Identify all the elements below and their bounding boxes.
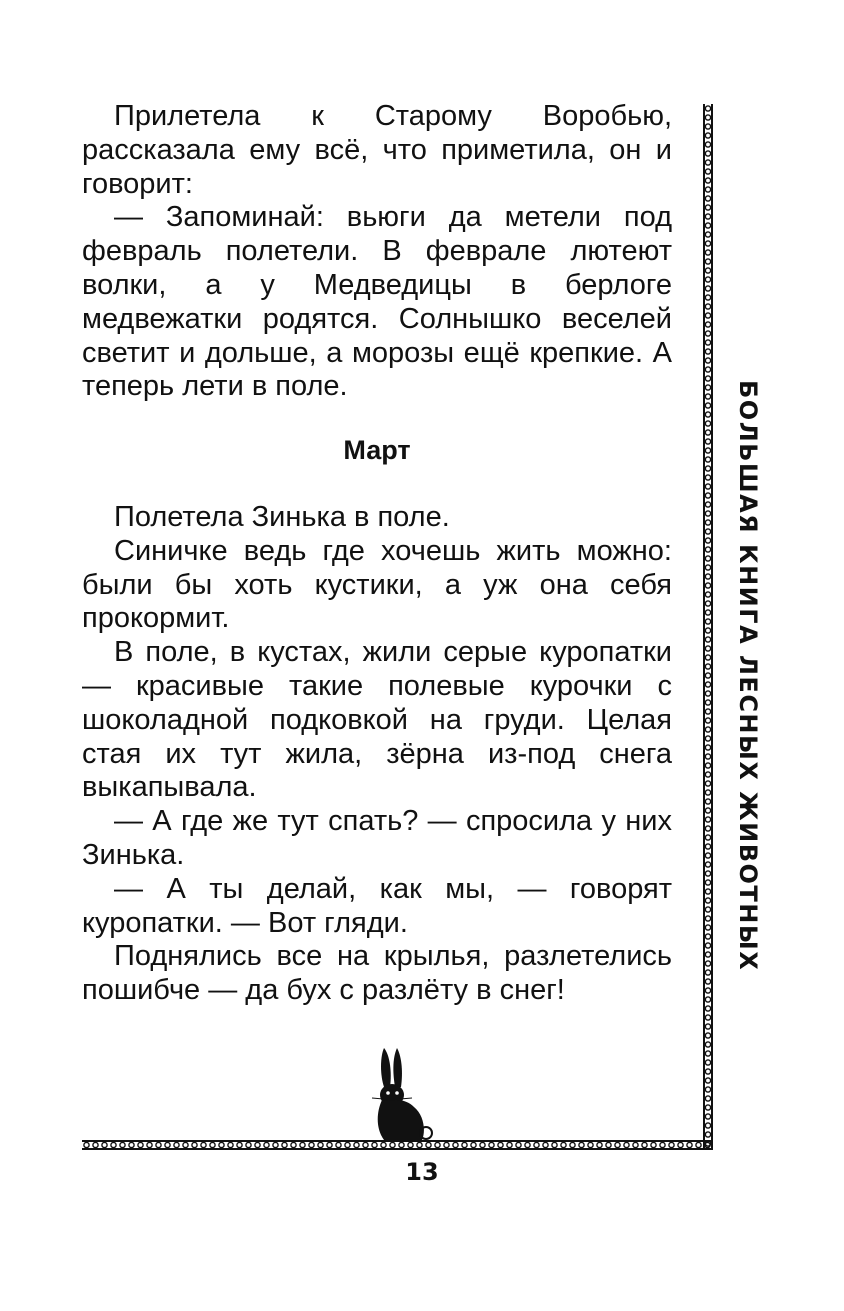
book-title-vertical: БОЛЬШАЯ КНИГА ЛЕСНЫХ ЖИВОТНЫХ: [734, 380, 762, 972]
paragraph: Прилетела к Старому Воробью, рассказала ему всё, что приметила, он и говорит:: [82, 100, 672, 200]
page-number: 13: [405, 1158, 439, 1186]
paragraph: — Запоминай: вьюги да метели под февраль полетели. В феврале лютеют волки, а у Медведицы в берлоге медвежатки родятся. Солнышко веселей светит и дольше, а морозы ещё крепкие. А теперь лети в поле.: [82, 201, 672, 403]
paragraph: — А ты делай, как мы, — говорят куропатки. — Вот гляди.: [82, 872, 672, 939]
text-block-bottom: [82, 501, 672, 1008]
paragraph: Полетела Зинька в поле.: [114, 501, 450, 533]
paragraph: Поднялись все на крылья, разлетелись пошибче — да бух с разлёту в снег!: [82, 940, 672, 1007]
text-block-top: [82, 100, 672, 404]
paragraph: — А где же тут спать? — спросила у них Зинька.: [82, 805, 672, 871]
paragraph: В поле, в кустах, жили серые куропатки — красивые такие полевые курочки с шоколадной подковкой на груди. Целая стая их тут жила, зёрна из-под снега выкапывала.: [82, 636, 672, 804]
decorative-border-right: [703, 104, 713, 1148]
paragraph: Синичке ведь где хочешь жить можно: были бы хоть кустики, а уж она себя прокормит.: [82, 534, 672, 635]
chapter-heading: Март: [343, 435, 411, 465]
rabbit-icon: [364, 1045, 436, 1143]
